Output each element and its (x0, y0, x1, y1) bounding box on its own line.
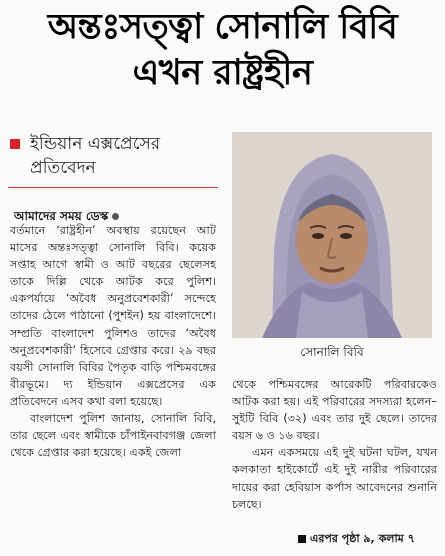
byline-text: আমাদের সময় ডেস্ক (14, 209, 109, 223)
photo-caption: সোনালি বিবি (300, 345, 364, 359)
article-column-2 (232, 376, 437, 513)
subheading: ইন্ডিয়ান এক্সপ্রেসের প্রতিবেদন (30, 134, 161, 178)
portrait-illustration (232, 132, 432, 338)
column1-paragraph-1: বর্তমানে ‘রাষ্ট্রহীন’ অবস্থায় রয়েছেন আট মাসের অন্তঃসত্ত্বা সোনালি বিবি। কয়েক সপ্তাহ আগে স্বামী ও আট বছরের ছেলেসহ তাকে দিল্লি থেকে আটক করে পুলিশ। একপর্যায়ে ‘অবৈধ অনুপ্রবেশকারী’ সন্দেহে তাদের ঠেলে পাঠানো (পুশইন) হয় বাংলাদেশে। সম্প্রতি বাংলাদেশ পুলিশও তাদের ‘অবৈধ অনুপ্রবেশকারী’ হিসেবে গ্রেপ্তার করে। ২৯ বছর বয়সী সোনালি বিবির পৈতৃক বাড়ি পশ্চিমবঙ্গের বীরভূমে। দ্য ইন্ডিয়ান এক্সপ্রেসের এক প্রতিবেদনে এসব কথা বলা হয়েছে। (10, 224, 216, 408)
subheading-block (10, 132, 215, 180)
red-square-bullet-icon (10, 139, 20, 149)
portrait-photo (232, 132, 432, 338)
subheading-divider (8, 187, 218, 188)
continuation-note (298, 530, 415, 549)
column2-paragraph-2: এমন একসময়ে এই দুই ঘটনা ঘটল, যখন কলকাতা হাইকোর্টে এই দুই নারীর পরিবারের দায়ের করা হেবিয়াস কর্পাস আবেদনের শুনানি চলছে। (232, 446, 437, 511)
article-column-1 (10, 222, 216, 461)
dot-icon (112, 213, 119, 220)
headline-line-2: এখন রাষ্ট্রহীন (132, 53, 313, 93)
column2-paragraph-1: থেকে পশ্চিমবঙ্গের আরেকটি পরিবারকেও আটক করা হয়। এই পরিবারের সদস্যরা হলেন– সুইটি বিবি (৩২) এবং তার দুই ছেলে। তাদের বয়স ৬ ও ১৬ বছর। (232, 378, 437, 443)
headline-line-1: অন্তঃসত্ত্বা সোনালি বিবি (47, 7, 398, 47)
headline (0, 4, 445, 96)
black-square-icon (298, 535, 306, 543)
column1-paragraph-2: বাংলাদেশ পুলিশ জানায়, সোনালি বিবি, তার ছেলে এবং স্বামীকে চাঁপাইনবাবগঞ্জ জেলা থেকে গ্রেপ্তার করা হয়েছে। একই জেলা (10, 412, 216, 460)
continuation-text: এরপর পৃষ্ঠা ৯, কলাম ৭ (310, 532, 415, 545)
